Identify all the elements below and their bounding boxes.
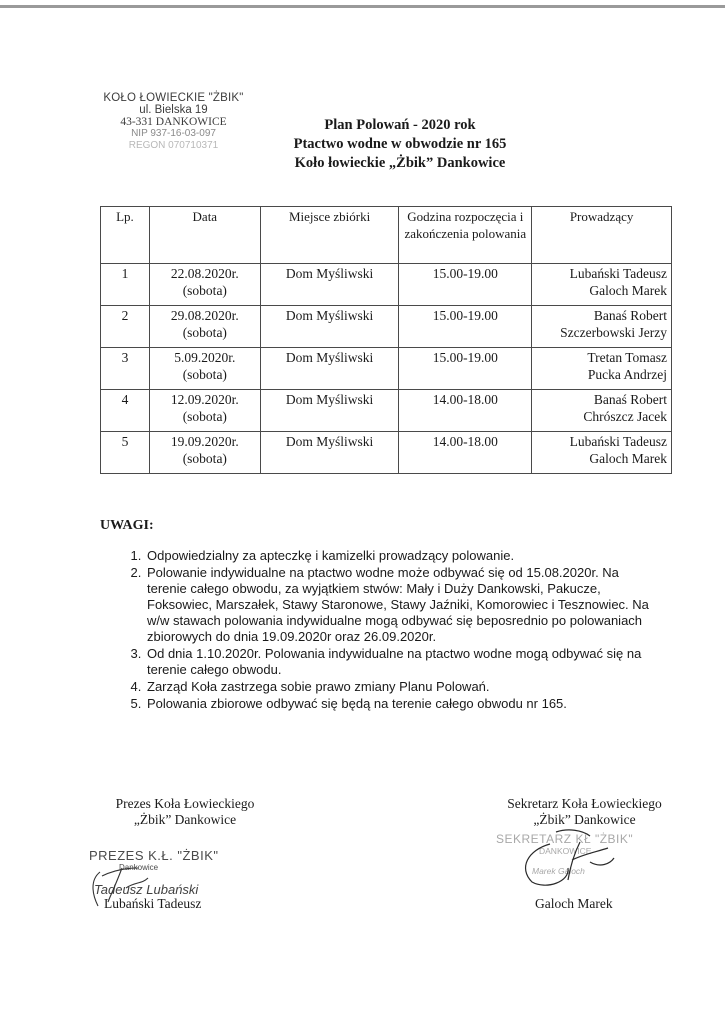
title-line-2: Ptactwo wodne w obwodzie nr 165 xyxy=(293,136,507,152)
day-value: (sobota) xyxy=(182,408,227,424)
leader-name: Lubański Tadeusz xyxy=(569,266,667,281)
table-row xyxy=(101,390,672,432)
cell-place: Dom Myśliwski xyxy=(260,432,399,474)
note-item: 5. Polowania zbiorowe odbywać się będą na terenie całego obwodu nr 165. xyxy=(145,696,660,712)
cell-hours: 15.00-19.00 xyxy=(399,306,532,348)
stamp-street: ul. Bielska 19 xyxy=(139,104,208,116)
president-name: Lubański Tadeusz xyxy=(104,896,202,911)
cell-place: Dom Myśliwski xyxy=(260,306,399,348)
secretary-name: Galoch Marek xyxy=(535,896,613,911)
leader-name: Banaś Robert xyxy=(593,308,667,323)
cell-lp: 5 xyxy=(101,432,150,474)
stamp-nip: NIP 937-16-03-097 xyxy=(131,128,216,139)
cell-place: Dom Myśliwski xyxy=(260,264,399,306)
cell-lp: 1 xyxy=(101,264,150,306)
president-role xyxy=(100,796,270,828)
cell-lp: 3 xyxy=(101,348,150,390)
date-value: 29.08.2020r. xyxy=(170,308,239,323)
secretary-stamp-name: Marek Galoch xyxy=(532,866,585,876)
president-stamp-title: PREZES K.Ł. "ŻBIK" xyxy=(89,848,219,863)
leader-name: Banaś Robert xyxy=(593,392,667,407)
header-leaders: Prowadzący xyxy=(532,207,672,264)
leader-name: Lubański Tadeusz xyxy=(569,434,667,449)
cell-hours: 14.00-18.00 xyxy=(399,390,532,432)
date-value: 12.09.2020r. xyxy=(170,392,239,407)
president-role-line-1: Prezes Koła Łowieckiego xyxy=(115,796,255,811)
cell-leaders xyxy=(532,264,672,306)
title-line-3: Koło łowieckie „Żbik” Dankowice xyxy=(294,155,506,171)
header-date: Data xyxy=(149,207,260,264)
hunting-plan-table xyxy=(100,206,672,474)
leader-name: Tretan Tomasz xyxy=(587,350,667,365)
page-top-rule xyxy=(0,5,725,8)
cell-leaders xyxy=(532,348,672,390)
secretary-stamp-title: SEKRETARZ KŁ "ŻBIK" xyxy=(496,832,634,846)
leader-name: Pucka Andrzej xyxy=(587,366,667,382)
cell-lp: 2 xyxy=(101,306,150,348)
president-stamp-name: Tadeusz Lubański xyxy=(94,882,199,897)
notes-section xyxy=(100,518,660,713)
cell-leaders xyxy=(532,390,672,432)
cell-date xyxy=(149,390,260,432)
cell-place: Dom Myśliwski xyxy=(260,348,399,390)
date-value: 22.08.2020r. xyxy=(170,266,239,281)
secretary-signature-icon xyxy=(510,824,620,894)
leader-name: Galoch Marek xyxy=(589,450,667,466)
table-header-row xyxy=(101,207,672,264)
cell-leaders xyxy=(532,306,672,348)
secretary-stamp-town: DANKOWICE xyxy=(539,846,592,856)
day-value: (sobota) xyxy=(182,450,227,466)
cell-lp: 4 xyxy=(101,390,150,432)
note-item: 4. Zarząd Koła zastrzega sobie prawo zmiany Planu Polowań. xyxy=(145,679,660,695)
day-value: (sobota) xyxy=(182,282,227,298)
table-row xyxy=(101,348,672,390)
date-value: 19.09.2020r. xyxy=(170,434,239,449)
table-row xyxy=(101,432,672,474)
table-row xyxy=(101,306,672,348)
note-item: 3. Od dnia 1.10.2020r. Polowania indywidualne na ptactwo wodne mogą odbywać się na terenie całego obwodu. xyxy=(145,646,660,678)
header-place: Miejsce zbiórki xyxy=(260,207,399,264)
cell-hours: 14.00-18.00 xyxy=(399,432,532,474)
notes-list xyxy=(100,548,660,712)
stamp-regon: REGON 070710371 xyxy=(128,140,219,151)
day-value: (sobota) xyxy=(182,366,227,382)
cell-leaders xyxy=(532,432,672,474)
title-line-1: Plan Polowań - 2020 rok xyxy=(324,117,476,133)
date-value: 5.09.2020r. xyxy=(174,350,236,365)
leader-name: Szczerbowski Jerzy xyxy=(560,324,667,340)
cell-date xyxy=(149,432,260,474)
secretary-role-line-2: „Żbik” Dankowice xyxy=(533,812,636,827)
cell-date xyxy=(149,264,260,306)
leader-name: Galoch Marek xyxy=(589,282,667,298)
cell-hours: 15.00-19.00 xyxy=(399,264,532,306)
day-value: (sobota) xyxy=(182,324,227,340)
leader-name: Chrószcz Jacek xyxy=(583,408,667,424)
cell-date xyxy=(149,306,260,348)
document-title xyxy=(255,116,545,173)
secretary-role-line-1: Sekretarz Koła Łowieckiego xyxy=(507,796,662,811)
cell-hours: 15.00-19.00 xyxy=(399,348,532,390)
note-item: 1. Odpowiedzialny za apteczkę i kamizelki prowadzący polowanie. xyxy=(145,548,660,564)
club-address-stamp xyxy=(86,92,261,152)
president-role-line-2: „Żbik” Dankowice xyxy=(133,812,237,827)
cell-date xyxy=(149,348,260,390)
header-lp: Lp. xyxy=(101,207,150,264)
president-stamp-town: Dankowice xyxy=(119,863,159,872)
stamp-city: 43-331 DANKOWICE xyxy=(120,116,227,128)
notes-heading: UWAGI: xyxy=(100,518,154,533)
header-hours: Godzina rozpoczęcia i zakończenia polowania xyxy=(399,207,532,264)
table-row xyxy=(101,264,672,306)
note-item: 2. Polowanie indywidualne na ptactwo wodne może odbywać się od 15.08.2020r. Na terenie całego obwodu, za wyjątkiem stwów: Mały i Duży Dankowski, Pakucze, Foksowiec, Marszałek, Stawy Staronowe, Stawy Jaźniki, Komorowiec i Tesznowiec. Na w/w stawach polowania indywidualne mogą odbywać się beposrednio po polowaniach zbiorowych do dnia 19.09.2020r oraz 26.09.2020r. xyxy=(145,565,660,645)
cell-place: Dom Myśliwski xyxy=(260,390,399,432)
stamp-club-name: KOŁO ŁOWIECKIE "ŻBIK" xyxy=(103,92,244,104)
